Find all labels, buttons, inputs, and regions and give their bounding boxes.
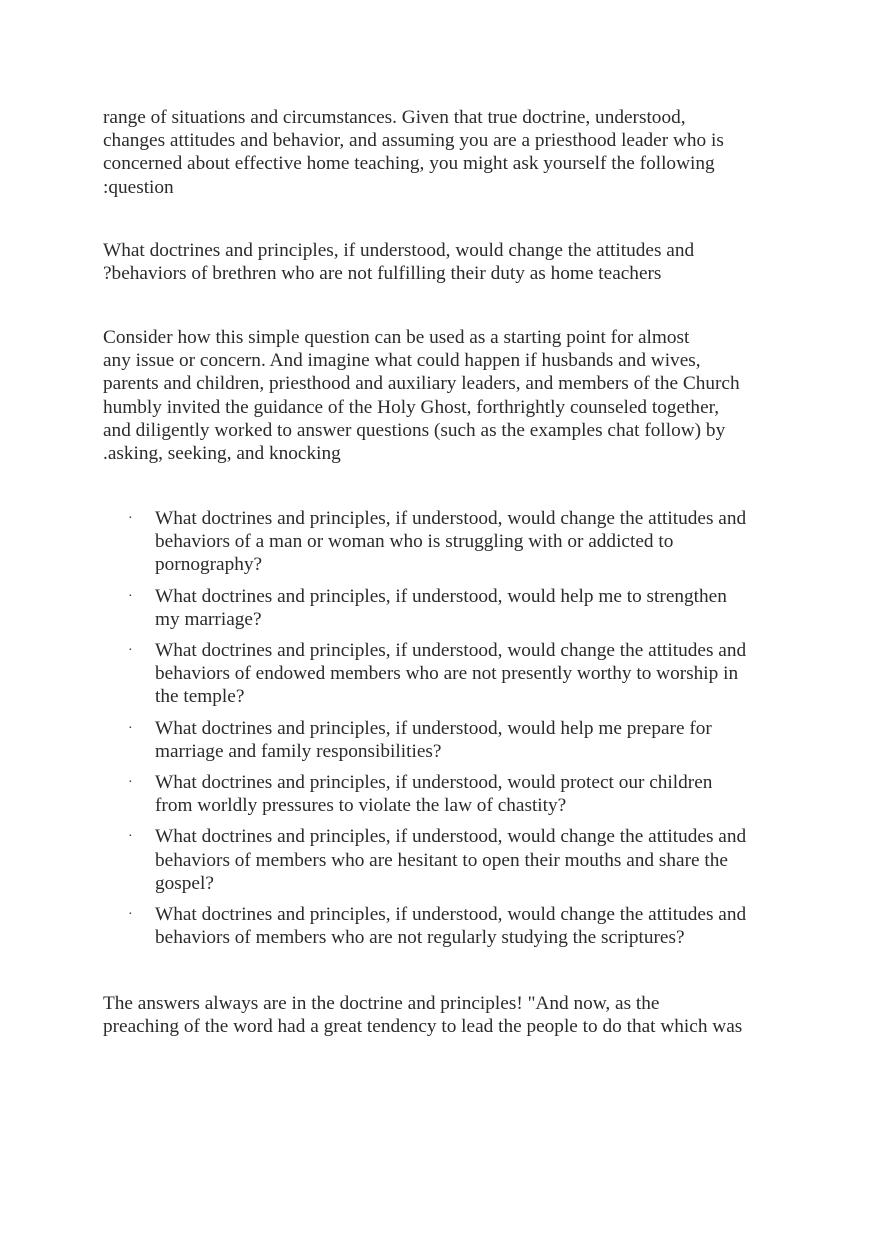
bullet-icon: · bbox=[128, 907, 133, 923]
paragraph-question bbox=[103, 239, 803, 285]
text-line: any issue or concern. And imagine what could happen if husbands and wives, bbox=[103, 350, 701, 372]
text-line: What doctrines and principles, if understood, would help me prepare for bbox=[155, 717, 712, 739]
list-item bbox=[126, 717, 826, 763]
text-line: concerned about effective home teaching, you might ask yourself the following bbox=[103, 153, 715, 175]
list-item bbox=[126, 639, 826, 709]
text-line: What doctrines and principles, if understood, would help me to strengthen bbox=[155, 585, 727, 607]
list-item bbox=[126, 903, 826, 949]
paragraph-consider bbox=[103, 326, 803, 465]
text-line: The answers always are in the doctrine and principles! "And now, as the bbox=[103, 993, 660, 1014]
text-line: my marriage? bbox=[155, 608, 262, 630]
text-line: Consider how this simple question can be used as a starting point for almost bbox=[103, 327, 690, 348]
question-list bbox=[126, 507, 826, 957]
list-item bbox=[126, 771, 826, 817]
text-line: What doctrines and principles, if understood, would change the attitudes and bbox=[155, 640, 747, 662]
text-line: behaviors of a man or woman who is struggling with or addicted to bbox=[155, 531, 674, 553]
text-line: and diligently worked to answer questions (such as the examples chat follow) by bbox=[103, 419, 726, 441]
text-line: gospel? bbox=[155, 872, 214, 894]
bullet-icon: · bbox=[128, 511, 133, 526]
list-item bbox=[126, 585, 826, 631]
text-line: range of situations and circumstances. Given that true doctrine, understood, bbox=[103, 107, 686, 128]
bullet-icon: · bbox=[128, 829, 133, 845]
text-line: from worldly pressures to violate the law of chastity? bbox=[155, 795, 567, 817]
text-line: behaviors of members who are not regularly studying the scriptures? bbox=[155, 927, 685, 949]
text-line: What doctrines and principles, if understood, would change the attitudes and bbox=[155, 904, 747, 926]
text-line: changes attitudes and behavior, and assuming you are a priesthood leader who is bbox=[103, 130, 724, 152]
list-item bbox=[126, 507, 826, 577]
text-line: What doctrines and principles, if understood, would change the attitudes and bbox=[103, 240, 695, 261]
text-line: What doctrines and principles, if understood, would change the attitudes and bbox=[155, 508, 747, 529]
text-line: marriage and family responsibilities? bbox=[155, 740, 442, 762]
bullet-icon: · bbox=[128, 588, 133, 604]
text-line: preaching of the word had a great tendency to lead the people to do that which was bbox=[103, 1016, 743, 1038]
text-line: :question bbox=[103, 176, 174, 198]
text-line: What doctrines and principles, if understood, would change the attitudes and bbox=[155, 826, 747, 848]
list-item bbox=[126, 825, 826, 895]
text-line: the temple? bbox=[155, 686, 245, 708]
text-line: .asking, seeking, and knocking bbox=[103, 443, 341, 465]
text-line: behaviors of endowed members who are not presently worthy to worship in bbox=[155, 663, 739, 685]
text-line: ?behaviors of brethren who are not fulfilling their duty as home teachers bbox=[103, 263, 662, 285]
text-line: pornography? bbox=[155, 554, 263, 576]
bullet-icon: · bbox=[128, 775, 133, 791]
paragraph-answers bbox=[103, 992, 803, 1038]
text-line: behaviors of members who are hesitant to open their mouths and share the bbox=[155, 849, 728, 871]
bullet-icon: · bbox=[128, 720, 133, 736]
text-line: parents and children, priesthood and auxiliary leaders, and members of the Church bbox=[103, 373, 740, 395]
text-line: humbly invited the guidance of the Holy Ghost, forthrightly counseled together, bbox=[103, 396, 720, 418]
bullet-icon: · bbox=[128, 643, 133, 659]
paragraph-intro bbox=[103, 106, 803, 199]
text-line: What doctrines and principles, if understood, would protect our children bbox=[155, 772, 713, 794]
